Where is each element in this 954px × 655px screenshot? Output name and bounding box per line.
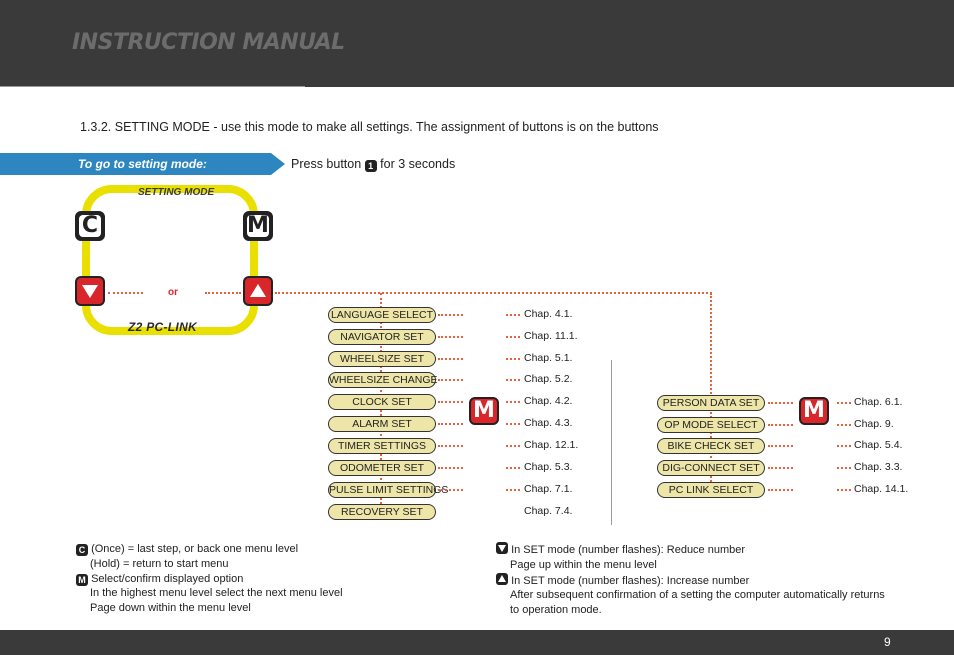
leader-dots — [837, 445, 851, 447]
legend-up-line2: After subsequent confirmation of a setting the computer automatically returns — [510, 589, 885, 602]
legend-down-line2: Page up within the menu level — [510, 558, 657, 571]
menu-item-wheelsize-change: WHEELSIZE CHANGE — [329, 374, 438, 386]
leader-dots — [438, 314, 463, 316]
leader-dots — [438, 336, 463, 338]
c-button[interactable] — [75, 211, 105, 241]
legend-m-row — [76, 572, 343, 587]
device-title: SETTING MODE — [138, 187, 215, 198]
chapter-ref: Chap. 7.1. — [524, 483, 573, 495]
intro-text: 1.3.2. SETTING MODE - use this mode to make all settings. The assignment of buttons is on the buttons — [80, 120, 659, 134]
menu-item-person-data-set: PERSON DATA SET — [657, 395, 765, 411]
chapter-ref: Chap. 7.4. — [524, 505, 573, 517]
menu-item-pulse-limit-settings: PULSE LIMIT SETTINGS — [329, 484, 449, 496]
legend-up-row — [496, 573, 885, 589]
page-title: INSTRUCTION MANUAL — [72, 30, 345, 55]
menu-item-timer-settings: TIMER SETTINGS — [328, 438, 436, 454]
dotted-connector-main — [275, 292, 712, 294]
leader-dots — [506, 379, 520, 381]
leader-dots — [837, 402, 851, 404]
down-triangle-icon — [496, 542, 508, 554]
leader-dots — [438, 401, 463, 403]
leader-dots — [438, 467, 463, 469]
legend-c-line1: (Once) = last step, or back one menu level — [91, 543, 299, 555]
dotted-connector — [108, 292, 143, 294]
m-key-icon: M — [76, 574, 88, 586]
header-divider — [0, 86, 305, 87]
device-outline — [82, 185, 258, 335]
dotted-connector — [205, 292, 241, 294]
legend-up-line3: to operation mode. — [510, 604, 602, 617]
leader-dots — [506, 358, 520, 360]
chapter-ref: Chap. 4.2. — [524, 395, 573, 407]
leader-dots — [768, 402, 793, 404]
up-key-icon — [496, 573, 508, 585]
down-arrow-icon — [77, 278, 103, 304]
chapter-ref: Chap. 5.1. — [524, 352, 573, 364]
m-badge-label: M — [801, 399, 827, 423]
leader-dots — [506, 489, 520, 491]
legend-down-row — [496, 542, 885, 558]
legend-up-line1: In SET mode (number flashes): Increase number — [511, 574, 750, 587]
leader-dots — [438, 423, 463, 425]
press-after: for 3 seconds — [380, 157, 456, 171]
legend-m-line1: Select/confirm displayed option — [91, 572, 244, 585]
leader-dots — [438, 489, 463, 491]
m-badge-label: M — [471, 399, 497, 423]
chapter-ref: Chap. 9. — [854, 418, 894, 430]
menu-item-dig-connect-set: DIG-CONNECT SET — [657, 460, 765, 476]
chapter-ref: Chap. 5.4. — [854, 439, 903, 451]
legend-m-line2: In the highest menu level select the next menu level — [90, 587, 343, 600]
chapter-ref: Chap. 6.1. — [854, 396, 903, 408]
chapter-ref: Chap. 5.2. — [524, 373, 573, 385]
leader-dots — [438, 358, 463, 360]
footer-bar — [0, 630, 954, 655]
leader-dots — [837, 489, 851, 491]
legend-c-row — [76, 542, 343, 557]
menu-item-recovery-set: RECOVERY SET — [328, 504, 436, 520]
leader-dots — [768, 424, 793, 426]
banner-text: To go to setting mode: — [78, 157, 207, 171]
chapter-ref: Chap. 5.3. — [524, 461, 573, 473]
c-key-icon: C — [76, 544, 88, 556]
m-button-icon-left — [469, 397, 499, 425]
chapter-ref: Chap. 11.1. — [524, 330, 578, 342]
up-button-fill — [245, 278, 271, 304]
page-number: 9 — [884, 635, 891, 649]
legend-left — [76, 542, 343, 616]
down-key-icon — [496, 542, 508, 554]
chapter-ref: Chap. 3.3. — [854, 461, 903, 473]
menu-item-clock-set: CLOCK SET — [328, 394, 436, 410]
leader-dots — [506, 467, 520, 469]
menu-item-language-select: LANGUAGE SELECT — [328, 307, 436, 323]
dotted-connector-right-column — [710, 293, 712, 485]
menu-item-wheelsize-set: WHEELSIZE SET — [328, 351, 436, 367]
or-label: or — [168, 287, 178, 298]
menu-item-pc-link-select: PC LINK SELECT — [657, 482, 765, 498]
chapter-ref: Chap. 14.1. — [854, 483, 909, 495]
down-button[interactable] — [75, 276, 105, 306]
legend-down-line1: In SET mode (number flashes): Reduce number — [511, 544, 746, 556]
leader-dots — [438, 445, 463, 447]
leader-dots — [768, 445, 793, 447]
legend-right — [496, 542, 885, 618]
key-1-icon: 1 — [365, 160, 377, 172]
leader-dots — [506, 423, 520, 425]
leader-dots — [837, 424, 851, 426]
menu-item-op-mode-select: OP MODE SELECT — [657, 417, 765, 433]
leader-dots — [438, 379, 463, 381]
m-button-label: M — [247, 213, 269, 238]
menu-item-odometer-set: ODOMETER SET — [328, 460, 436, 476]
menu-item-navigator-set: NAVIGATOR SET — [328, 329, 436, 345]
leader-dots — [506, 336, 520, 338]
legend-m-line3: Page down within the menu level — [90, 602, 251, 615]
device-brand: Z2 PC-LINK — [128, 320, 197, 334]
up-triangle-icon — [496, 573, 508, 585]
leader-dots — [506, 314, 520, 316]
press-before: Press button — [291, 157, 362, 171]
chapter-ref: Chap. 12.1. — [524, 439, 579, 451]
m-button-icon-right — [799, 397, 829, 425]
menu-item-bike-check-set: BIKE CHECK SET — [657, 438, 765, 454]
chapter-ref: Chap. 4.3. — [524, 417, 573, 429]
menu-item-alarm-set: ALARM SET — [328, 416, 436, 432]
legend-c-line2: (Hold) = return to start menu — [90, 557, 229, 570]
c-button-label: C — [79, 215, 101, 237]
column-divider — [611, 360, 612, 525]
up-arrow-icon — [245, 278, 271, 304]
chapter-ref: Chap. 4.1. — [524, 308, 573, 320]
leader-dots — [506, 445, 520, 447]
leader-dots — [768, 489, 793, 491]
press-instruction — [291, 157, 455, 172]
leader-dots — [768, 467, 793, 469]
m-button[interactable] — [243, 211, 273, 241]
leader-dots — [506, 401, 520, 403]
leader-dots — [837, 467, 851, 469]
up-button[interactable] — [243, 276, 273, 306]
down-button-fill — [77, 278, 103, 304]
